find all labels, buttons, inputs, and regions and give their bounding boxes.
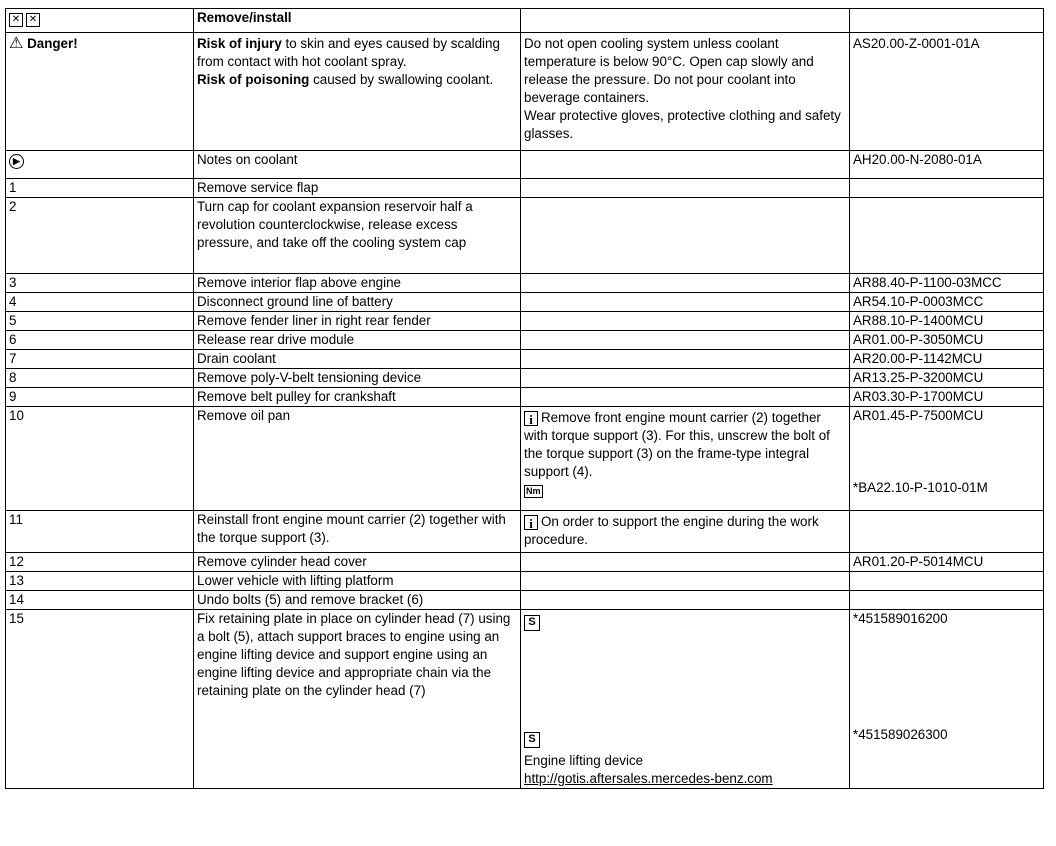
table-row: 2 Turn cap for coolant expansion reservoir half a revolution counterclockwise, release excess pressure, and take off the cooling system cap [6, 198, 1044, 274]
warning-triangle-icon: ⚠ [9, 35, 24, 52]
danger-ref: AS20.00-Z-0001-01A [850, 33, 1044, 151]
info-icon: i [524, 515, 538, 530]
special-tool-icon[interactable]: S [524, 732, 540, 748]
table-row: 8 Remove poly-V-belt tensioning device AR13.25-P-3200MCU [6, 369, 1044, 388]
danger-row: ⚠ Danger! Risk of injury to skin and eyes caused by scalding from contact with hot coolant spray. Risk of poisoning caused by swallowing coolant. Do not open cooling system unless coolant temperature is below 90°C. Open cap slowly and release the pressure. Do not pour coolant into beverage containers. Wear protective gloves, protective clothing and safety glasses. AS20.00-Z-0001-01A [6, 33, 1044, 151]
table-row: 7 Drain coolant AR20.00-P-1142MCU [6, 350, 1044, 369]
table-row: 14 Undo bolts (5) and remove bracket (6) [6, 591, 1044, 610]
table-row: 3 Remove interior flap above engine AR88.40-P-1100-03MCC [6, 274, 1044, 293]
table-row: 15 Fix retaining plate in place on cylinder head (7) using a bolt (5), attach support braces to engine using an engine lifting device and support engine using an engine lifting device and appropriate chain via the retaining plate on the cylinder head (7) S S Engine lifting device http://gotis.aftersales.mercedes-benz.com *451589016200 *451589026300 [6, 610, 1044, 789]
table-row: 12 Remove cylinder head cover AR01.20-P-5014MCU [6, 553, 1044, 572]
device-label: Engine lifting device [524, 753, 644, 768]
header-row [6, 9, 1044, 33]
info-icon: i [524, 411, 538, 426]
notes-row: ▶ Notes on coolant AH20.00-N-2080-01A [6, 151, 1044, 179]
table-row: 4 Disconnect ground line of battery AR54.10-P-0003MCC [6, 293, 1044, 312]
torque-nm-icon[interactable]: Nm [526, 486, 541, 496]
table-row: 5 Remove fender liner in right rear fender AR88.10-P-1400MCU [6, 312, 1044, 331]
table-row: 10 Remove oil pan i Remove front engine mount carrier (2) together with torque support (3). For this, unscrew the bolt of the torque support (3) on the frame-type integral support (4). Nm AR01.45-P-7500MCU *BA22.10-P-1010-01M [6, 407, 1044, 511]
collapse-icon[interactable]: ✕ [26, 13, 40, 27]
special-tool-icon[interactable]: S [524, 615, 540, 631]
expand-icon[interactable]: ✕ [9, 13, 23, 27]
procedure-table [5, 8, 1044, 789]
section-title: Remove/install [194, 9, 521, 33]
table-row: 11 Reinstall front engine mount carrier (2) together with the torque support (3). i On order to support the engine during the work procedure. [6, 511, 1044, 553]
table-row: 6 Release rear drive module AR01.00-P-3050MCU [6, 331, 1044, 350]
danger-instructions-ppe: Wear protective gloves, protective clothing and safety glasses. [524, 108, 841, 141]
table-row: 1 Remove service flap [6, 179, 1044, 198]
danger-label: Danger! [27, 36, 78, 51]
device-link[interactable]: http://gotis.aftersales.mercedes-benz.com [524, 771, 773, 786]
table-row: 9 Remove belt pulley for crankshaft AR03.30-P-1700MCU [6, 388, 1044, 407]
notes-icon: ▶ [9, 154, 24, 169]
table-row: 13 Lower vehicle with lifting platform [6, 572, 1044, 591]
danger-instructions: Do not open cooling system unless coolant temperature is below 90°C. Open cap slowly and release the pressure. Do not pour coolant into beverage containers. [524, 36, 814, 105]
